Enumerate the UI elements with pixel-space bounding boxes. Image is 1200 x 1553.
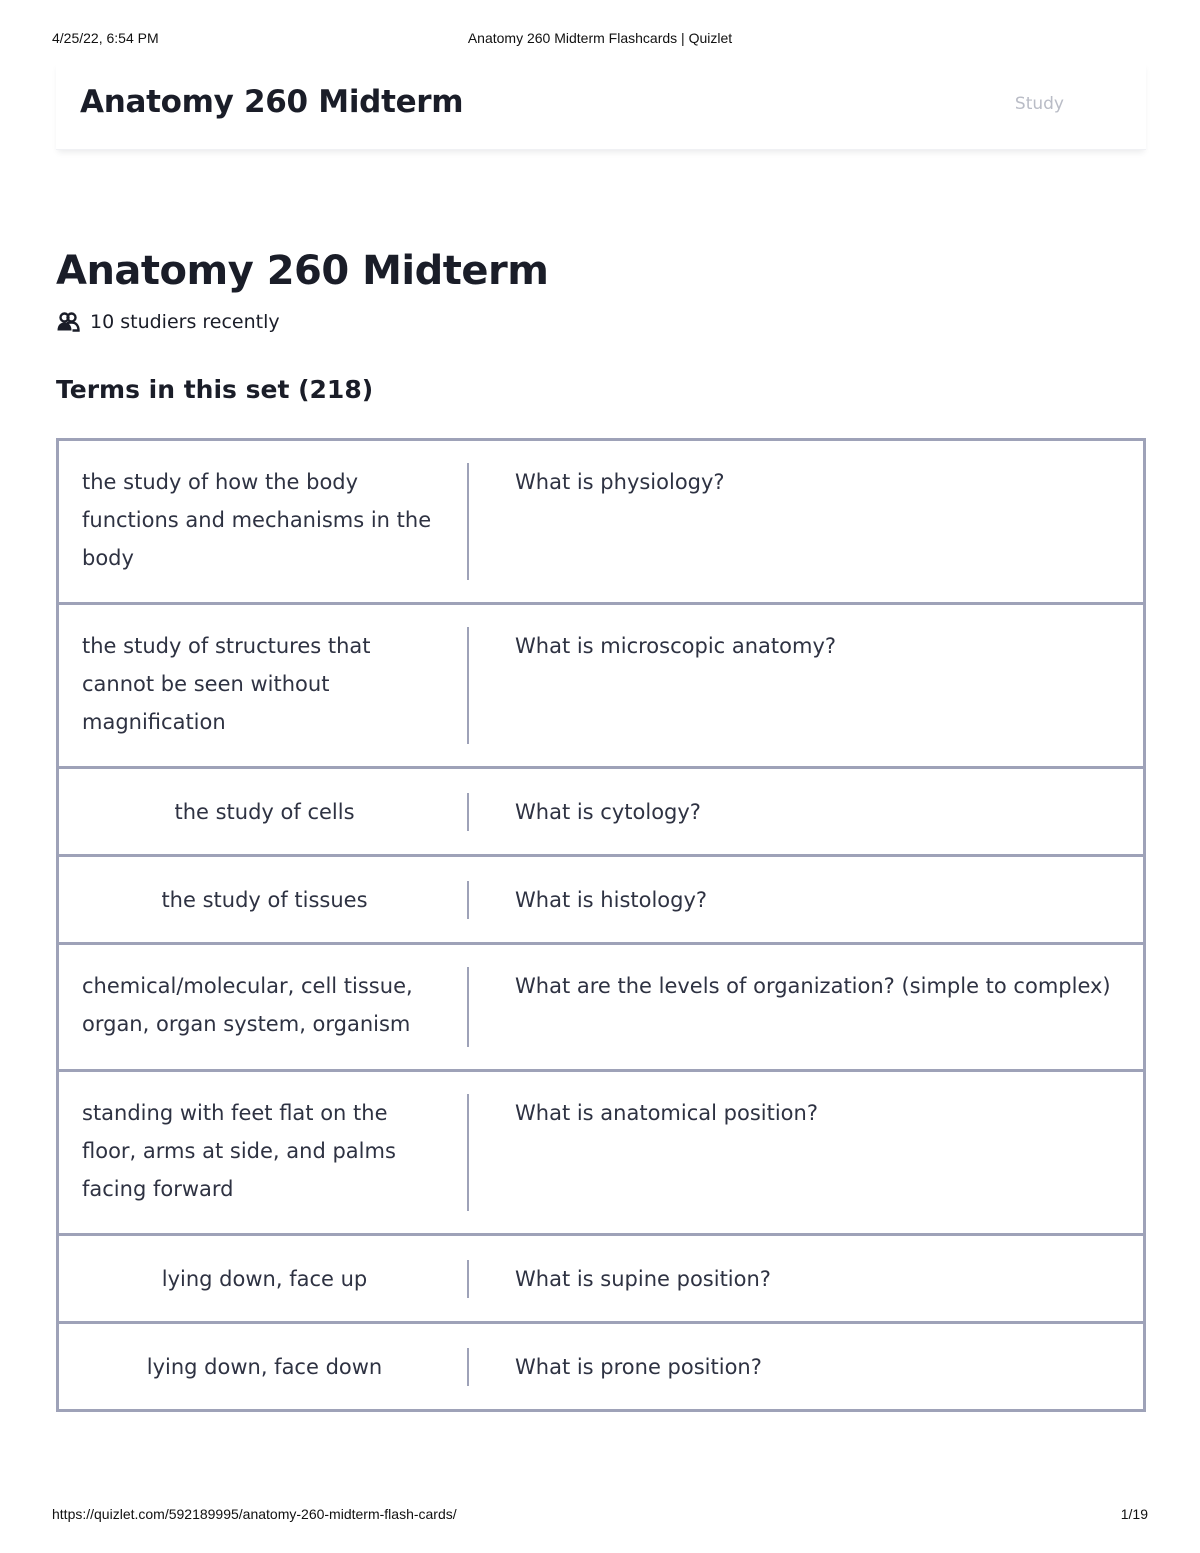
term-row[interactable] — [56, 1069, 1146, 1236]
term-word: What is prone position? — [515, 1355, 762, 1379]
term-word: What is cytology? — [515, 800, 701, 824]
print-header — [52, 30, 1148, 48]
term-row[interactable] — [56, 854, 1146, 945]
term-definition: lying down, face down — [59, 1348, 469, 1386]
term-row[interactable] — [56, 438, 1146, 605]
print-document-title: Anatomy 260 Midterm Flashcards | Quizlet — [467, 30, 733, 46]
studiers-count — [56, 310, 280, 334]
terms-heading: Terms in this set (218) — [56, 375, 374, 404]
term-word: What is anatomical position? — [515, 1101, 818, 1125]
studiers-text: 10 studiers recently — [90, 311, 280, 333]
term-word: What is microscopic anatomy? — [515, 634, 837, 658]
print-url: https://quizlet.com/592189995/anatomy-260-midterm-flash-cards/ — [52, 1506, 457, 1522]
term-row[interactable] — [56, 766, 1146, 857]
term-definition: the study of cells — [59, 793, 469, 831]
header-set-title: Anatomy 260 Midterm — [80, 84, 464, 120]
sticky-header — [56, 62, 1146, 150]
print-page-number: 1/19 — [1120, 1506, 1148, 1522]
term-row[interactable] — [56, 1321, 1146, 1412]
print-datetime: 4/25/22, 6:54 PM — [52, 30, 159, 46]
term-row[interactable] — [56, 942, 1146, 1072]
print-footer — [52, 1506, 1148, 1524]
term-definition: the study of how the body functions and mechanisms in the body — [59, 463, 469, 580]
term-word: What is physiology? — [515, 470, 725, 494]
term-definition: the study of tissues — [59, 881, 469, 919]
term-definition: standing with feet flat on the floor, arms at side, and palms facing forward — [59, 1094, 469, 1211]
terms-list — [56, 438, 1146, 1412]
term-definition: lying down, face up — [59, 1260, 469, 1298]
term-word: What is supine position? — [515, 1267, 771, 1291]
term-row[interactable] — [56, 602, 1146, 769]
term-word: What are the levels of organization? (simple to complex) — [515, 974, 1111, 998]
study-button[interactable]: Study — [1014, 94, 1064, 114]
term-definition: the study of structures that cannot be seen without magnification — [59, 627, 469, 744]
term-definition: chemical/molecular, cell tissue, organ, organ system, organism — [59, 967, 469, 1047]
term-word: What is histology? — [515, 888, 708, 912]
page-title: Anatomy 260 Midterm — [56, 248, 549, 294]
users-icon — [56, 312, 80, 332]
term-row[interactable] — [56, 1233, 1146, 1324]
